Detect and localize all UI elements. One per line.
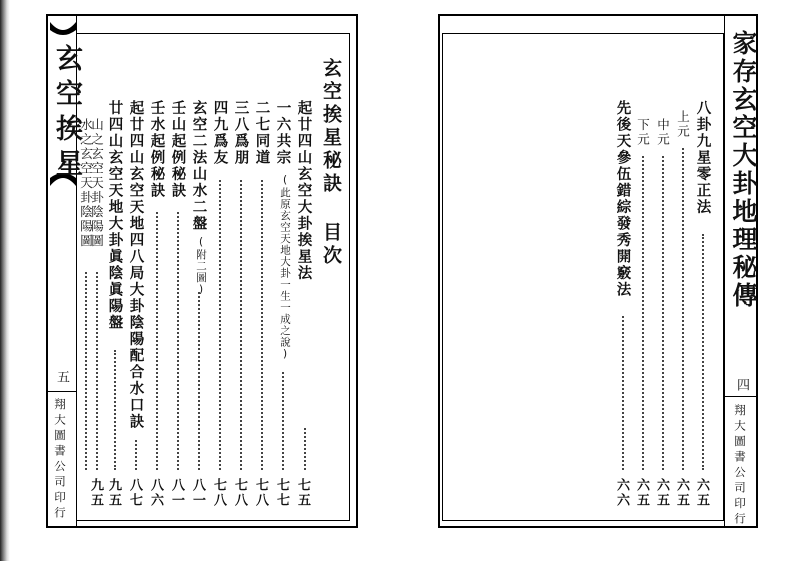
book-title: 家存玄空大卦地理秘傳: [729, 30, 758, 310]
leader-dots: [642, 156, 644, 470]
leader-dots: [682, 148, 684, 470]
leader-dots: [85, 272, 87, 470]
right-page: [400, 0, 793, 561]
left-page: [0, 0, 392, 561]
folio-number: 四: [734, 378, 749, 391]
toc-entry-title: 玄空二法山水二盤: [190, 100, 207, 232]
toc-entry-note: (附二圖): [195, 236, 207, 297]
toc-entry-page: 八一: [169, 478, 184, 508]
publisher-imprint: 翔大圖書公司印行: [733, 404, 747, 528]
leader-dots: [622, 316, 624, 470]
toc-subentry-title: 下元: [635, 118, 651, 147]
toc-entry-title: 起廿四山玄空天地四八局大卦陰陽配合水口訣: [127, 100, 144, 430]
toc-subentry-title: 山之玄空天卦陰陽圖: [89, 118, 105, 249]
folio-divider: [724, 396, 758, 397]
leader-dots: [177, 212, 179, 470]
toc-subentry-title: 水之玄空天卦陰陽圖: [78, 118, 94, 249]
toc-entry-page: 六五: [674, 478, 689, 508]
toc-entry-title: 一六共宗: [274, 100, 291, 166]
toc-entry-page: 九五: [88, 478, 103, 508]
leader-dots: [662, 156, 664, 470]
leader-dots: [156, 212, 158, 470]
toc-entry-title: 四九爲友: [211, 100, 228, 166]
leader-dots: [304, 428, 306, 470]
toc-entry-title: 起廿四山玄空大卦挨星法: [295, 100, 312, 282]
toc-entry-page: 六六: [614, 478, 629, 508]
toc-entry-page: 六五: [694, 478, 709, 508]
fishtail-ornament-icon: [48, 20, 78, 40]
toc-entry-title: 壬山起例秘訣: [169, 100, 186, 199]
leader-dots: [96, 272, 98, 470]
toc-entry-page: 六五: [654, 478, 669, 508]
toc-entry-page: 八六: [148, 478, 163, 508]
binding-shadow: [0, 0, 10, 561]
toc-entry-title: 先後天參伍錯綜發秀開竅法: [614, 100, 631, 298]
folio-number: 五: [54, 370, 69, 383]
folio-divider: [46, 391, 76, 392]
toc-entry-page: 七八: [232, 478, 247, 508]
toc-entry-title: 廿四山玄空天地大卦眞陰眞陽盤: [106, 100, 123, 331]
leader-dots: [114, 350, 116, 470]
toc-entry-title: 三八爲朋: [232, 100, 249, 166]
toc-entry-page: 九五: [106, 478, 121, 508]
leader-dots: [282, 372, 284, 470]
toc-entry-page: 七五: [295, 478, 310, 508]
toc-entry-page: 六五: [634, 478, 649, 508]
leader-dots: [240, 180, 242, 470]
toc-subentry-title: 中元: [655, 118, 671, 147]
leader-dots: [261, 180, 263, 470]
toc-subentry-title: 上元: [675, 110, 691, 139]
toc-entry-title: 八卦九星零正法: [694, 100, 711, 216]
toc-entry-note: (此原玄空天地大卦一生一成之說): [279, 174, 291, 361]
toc-entry-page: 七七: [274, 478, 289, 508]
toc-heading: 玄空挨星秘訣 目次: [320, 58, 342, 268]
book-title: 玄空挨星: [51, 44, 82, 184]
toc-entry-title: 壬水起例秘訣: [148, 100, 165, 199]
leader-dots: [219, 180, 221, 470]
toc-entry-page: 八一: [190, 478, 205, 508]
toc-entry-page: 七八: [253, 478, 268, 508]
leader-dots: [135, 440, 137, 470]
toc-entry-page: 七八: [211, 478, 226, 508]
publisher-imprint: 翔大圖書公司印行: [53, 398, 67, 522]
leader-dots: [198, 292, 200, 470]
toc-entry-page: 八七: [127, 478, 142, 508]
toc-entry-title: 二七同道: [253, 100, 270, 166]
leader-dots: [702, 234, 704, 470]
